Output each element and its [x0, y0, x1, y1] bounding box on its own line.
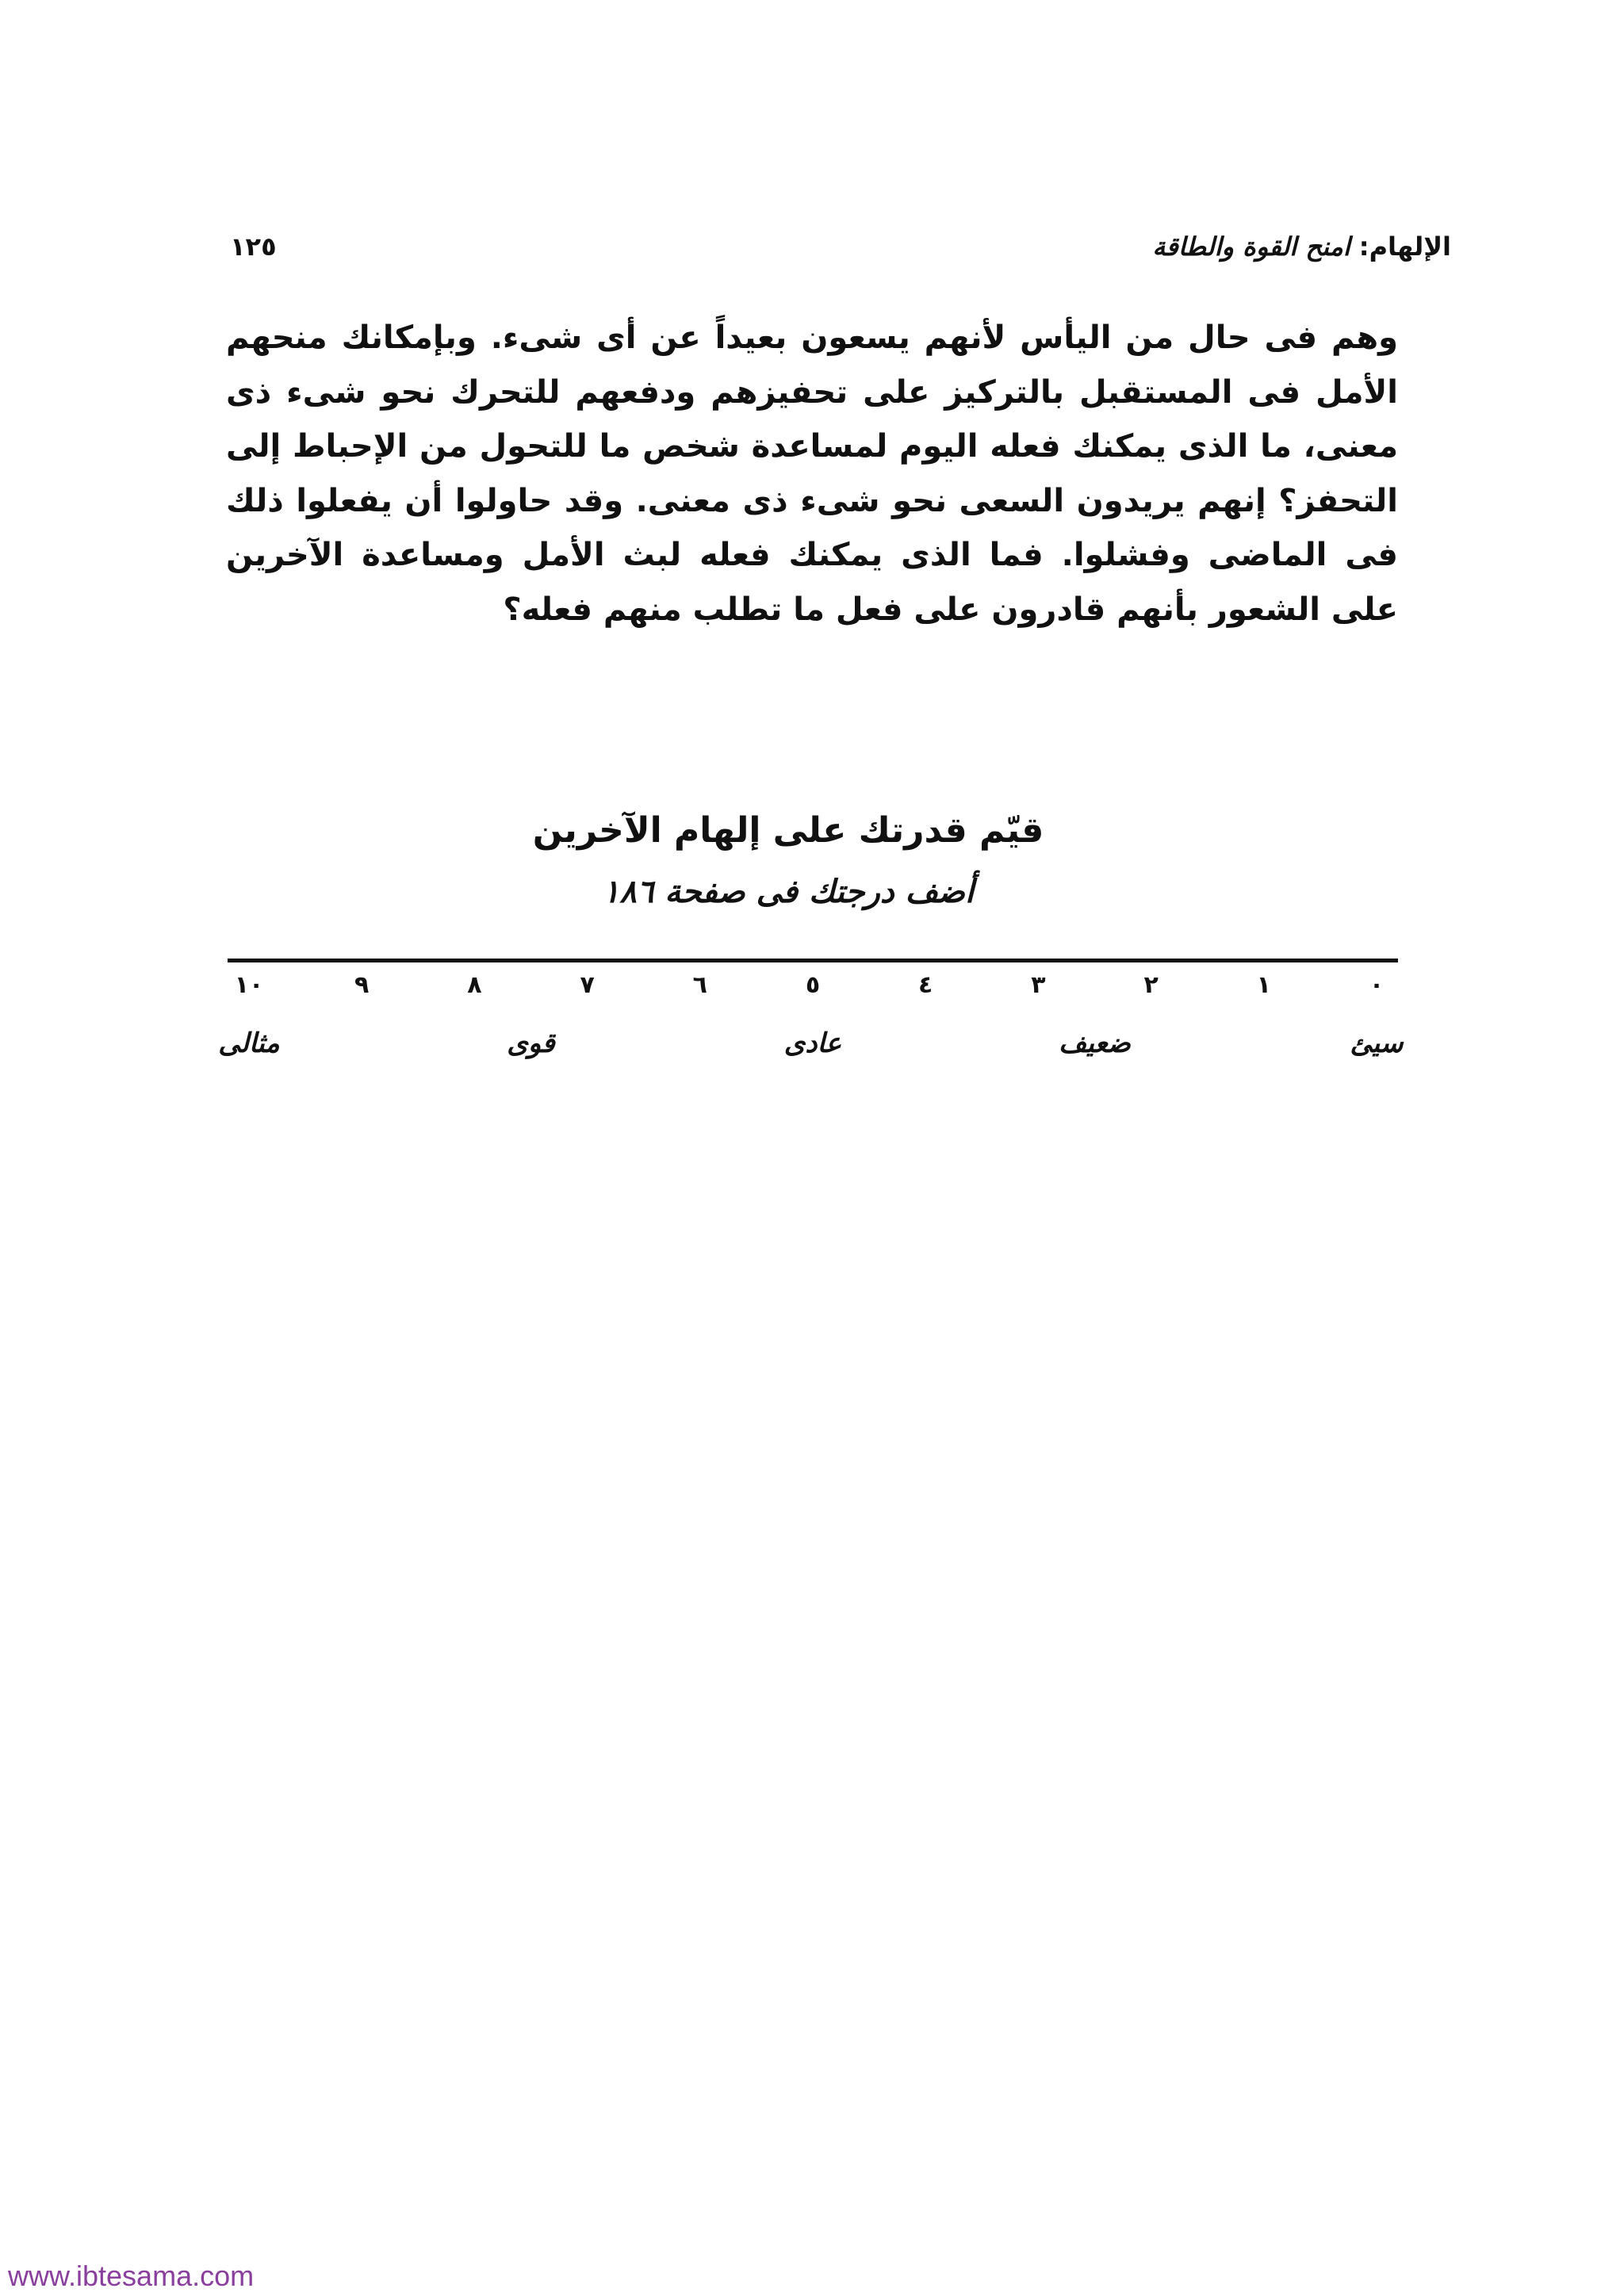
page-number: ١٢٥	[230, 232, 277, 262]
scale-number: ٦	[692, 971, 707, 999]
scale-label: عادى	[783, 1027, 842, 1059]
scale-number: ١٠	[234, 971, 264, 999]
scale-number: ٧	[580, 971, 595, 999]
chapter-title	[1152, 232, 1451, 262]
chapter-title-main: الإلهام:	[1358, 232, 1451, 262]
chapter-title-sub: امنح القوة والطاقة	[1152, 232, 1350, 262]
rating-scale-line	[228, 959, 1398, 962]
scale-number: ٣	[1031, 971, 1046, 999]
scale-label: سيئ	[1350, 1027, 1404, 1059]
running-header	[222, 232, 1451, 279]
rating-scale-numbers	[230, 971, 1396, 1011]
scale-number: ٤	[918, 971, 933, 999]
scale-number: ١	[1256, 971, 1271, 999]
scale-number: ٩	[354, 971, 370, 999]
scale-label: مثالى	[218, 1027, 280, 1059]
scale-label: قوى	[507, 1027, 555, 1059]
scale-number: ٨	[467, 971, 482, 999]
scale-number: ٥	[805, 971, 821, 999]
rating-subtitle: أضف درجتك فى صفحة ١٨٦	[602, 874, 975, 910]
footer-url: www.ibtesama.com	[8, 2260, 255, 2292]
scale-number: ٢	[1143, 971, 1159, 999]
rating-title: قيّم قدرتك على إلهام الآخرين	[532, 810, 1044, 851]
rating-scale-labels	[218, 1027, 1404, 1067]
scale-label: ضعيف	[1059, 1027, 1131, 1059]
body-paragraph: وهم فى حال من اليأس لأنهم يسعون بعيداً عن أى شىء. وبإمكانك منحهم الأمل فى المستقبل بالتركيز على تحفيزهم ودفعهم للتحرك نحو شىء ذى معنى، ما الذى يمكنك فعله اليوم لمساعدة شخص ما للتحول من الإحباط إلى التحفز؟ إنهم يريدون السعى نحو شىء ذى معنى. وقد حاولوا أن يفعلوا ذلك فى الماضى وفشلوا. فما الذى يمكنك فعله لبث الأمل ومساعدة الآخرين على الشعور بأنهم قادرون على فعل ما تطلب منهم فعله؟	[226, 320, 1398, 628]
scale-number: ٠	[1369, 971, 1385, 999]
